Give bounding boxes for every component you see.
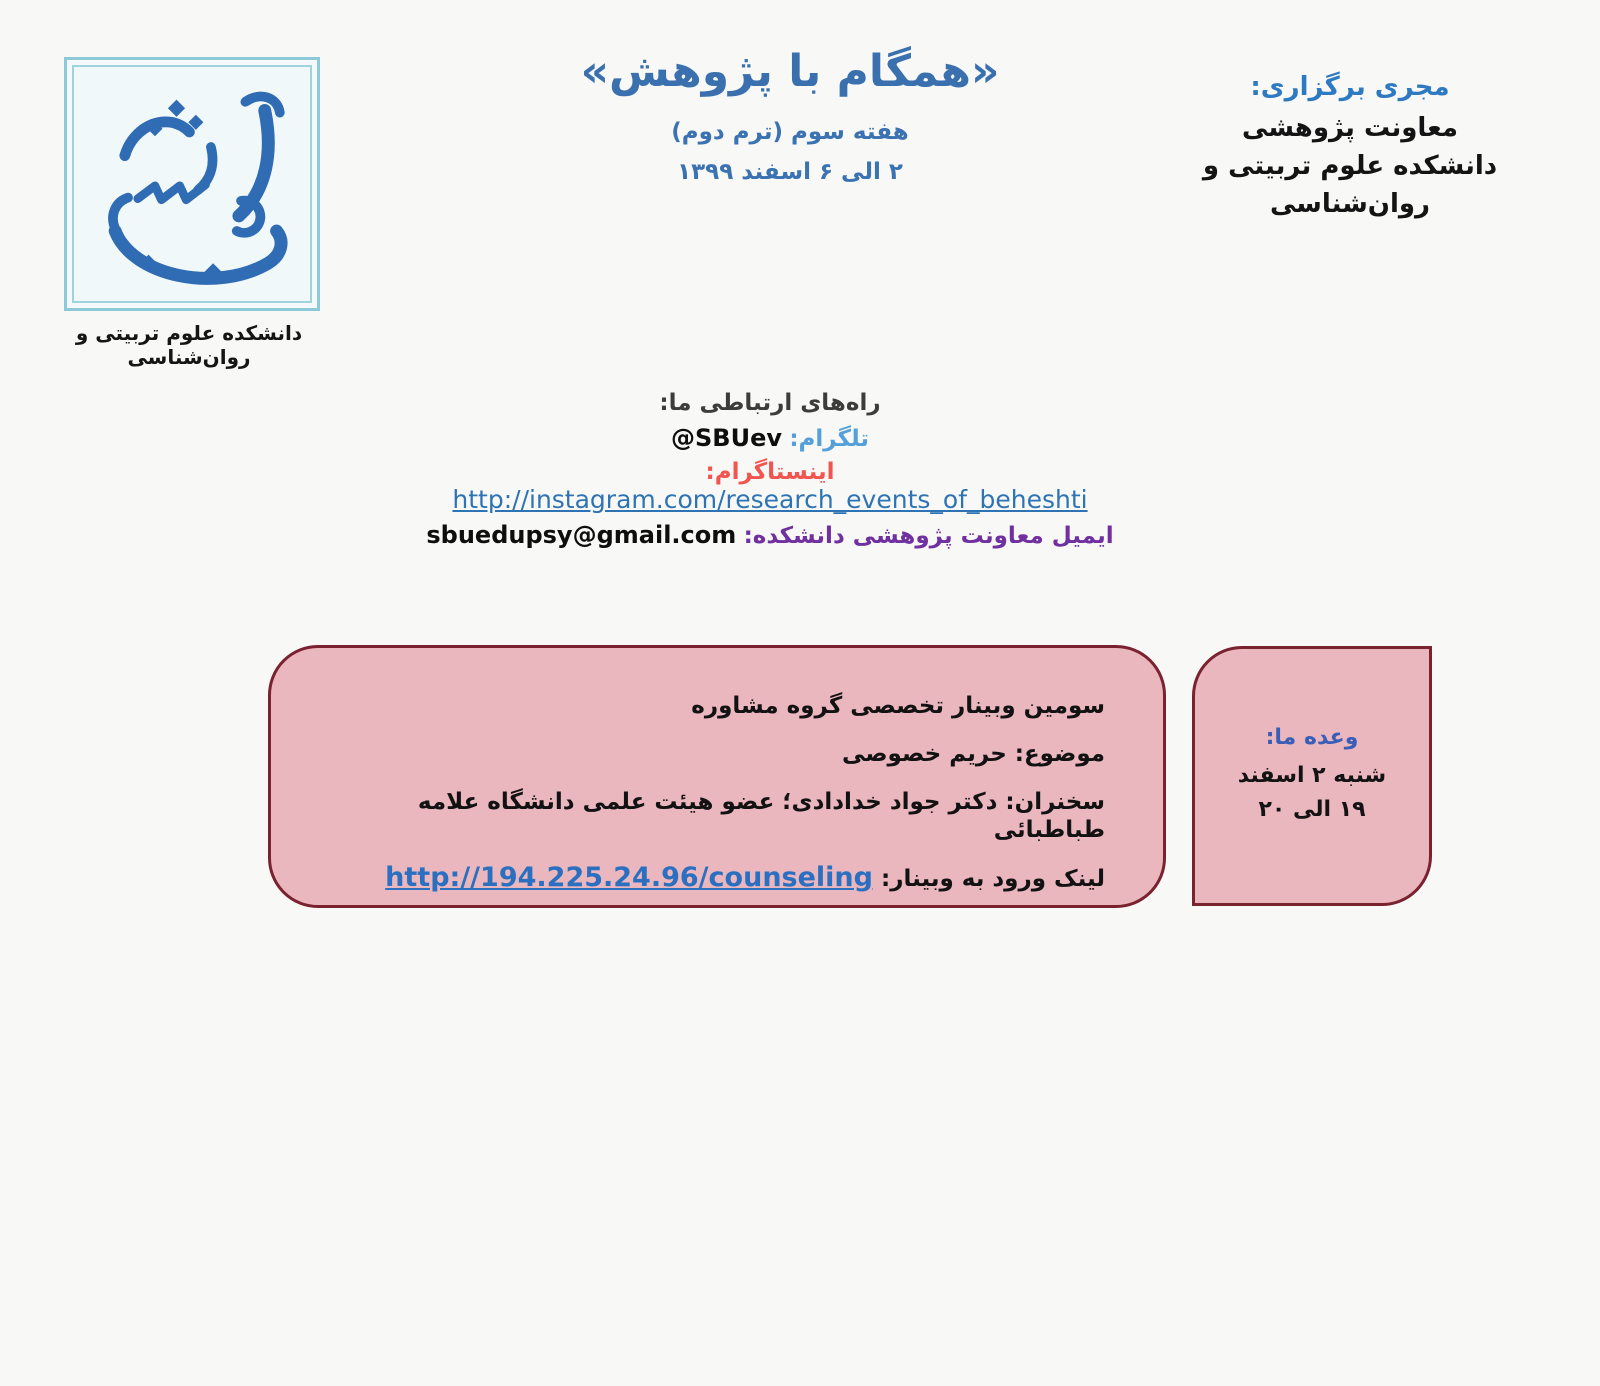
program-dates: ۲ الی ۶ اسفند ۱۳۹۹ (677, 159, 903, 185)
faculty-name-caption: دانشکده علوم تربیتی و روان‌شناسی (75, 321, 303, 369)
webinar-entry-link[interactable]: http://194.225.24.96/counseling (385, 862, 873, 893)
organizer-block (1140, 72, 1560, 223)
contact-heading: راه‌های ارتباطی ما: (659, 390, 881, 416)
webinar-title: سومین وبینار تخصصی گروه مشاوره (691, 693, 1105, 719)
telegram-handle: @SBUev (671, 424, 783, 452)
telegram-label: تلگرام: (789, 426, 869, 452)
organizer-label: مجری برگزاری: (1250, 72, 1450, 102)
schedule-date: شنبه ۲ اسفند (1237, 763, 1387, 788)
email-line (400, 521, 1140, 549)
schedule-card (1192, 646, 1432, 906)
program-week: هفته سوم (ترم دوم) (671, 119, 909, 145)
university-seal-icon (83, 76, 300, 291)
telegram-line (400, 424, 1140, 452)
university-logo (64, 57, 320, 311)
email-address: sbuedupsy@gmail.com (426, 521, 737, 549)
instagram-label: اینستاگرام: (705, 459, 835, 485)
webinar-link-label: لینک ورود به وبینار: (881, 866, 1105, 892)
organizer-department: معاونت پژوهشی (1242, 113, 1458, 143)
instagram-line (400, 459, 1140, 514)
contact-block (400, 390, 1140, 556)
schedule-label: وعده ما: (1265, 725, 1359, 750)
instagram-link[interactable]: http://instagram.com/research_events_of_beheshti (452, 485, 1088, 514)
webinar-link-line (311, 864, 1105, 893)
title-block (500, 46, 1080, 185)
schedule-time: ۱۹ الی ۲۰ (1258, 797, 1366, 822)
university-logo-tile (72, 65, 312, 303)
program-title: «همگام با پژوهش» (580, 46, 1000, 97)
webinar-speaker: سخنران: دکتر جواد خدادادی؛ عضو هیئت علمی دانشگاه علامه طباطبائی (417, 789, 1105, 843)
organizer-faculty: دانشکده علوم تربیتی و روان‌شناسی (1202, 151, 1498, 219)
webinar-topic: موضوع: حریم خصوصی (842, 741, 1105, 767)
webinar-card (268, 645, 1166, 908)
email-label: ایمیل معاونت پژوهشی دانشکده: (743, 523, 1114, 549)
